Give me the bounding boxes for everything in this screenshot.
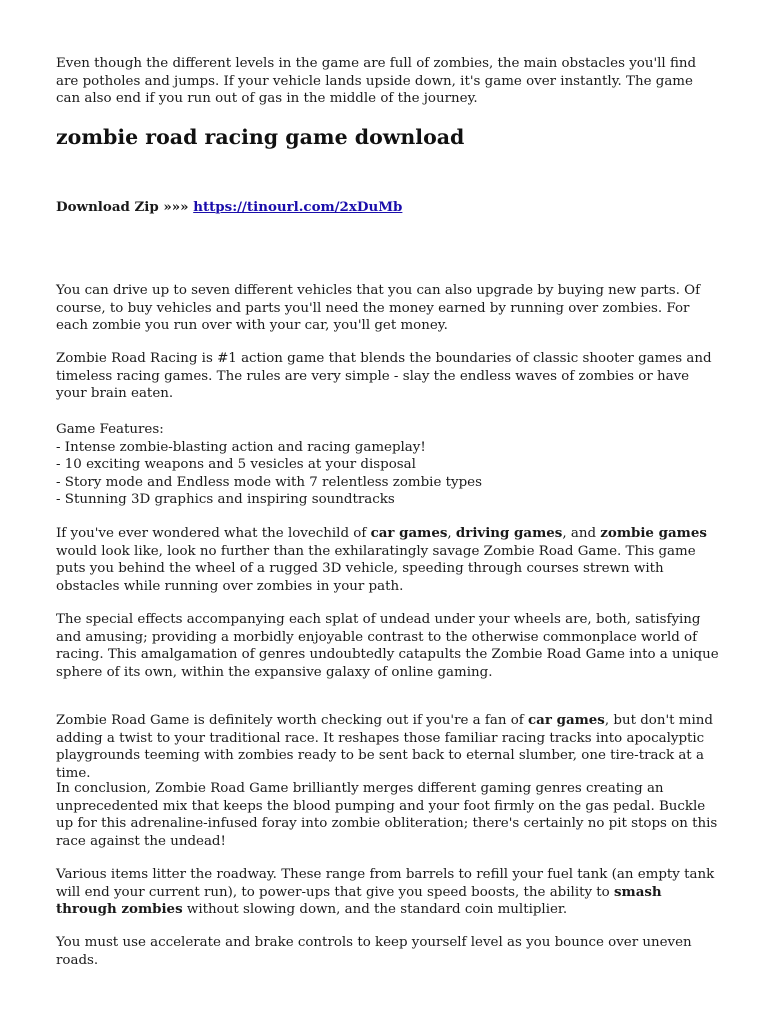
keyword-driving-games: driving games — [455, 525, 563, 541]
download-label: Download Zip »»» — [56, 199, 189, 215]
worth-checking-paragraph — [56, 712, 720, 782]
text-span: , but don't mind adding a twist to your traditional race. It reshapes those familiar racing tracks into apocalyptic playgrounds teeming with zombies ready to be sent back to eternal slumber, one tire-track at a time. — [56, 713, 713, 781]
features-list — [56, 439, 720, 509]
features-heading: Game Features: — [56, 422, 164, 437]
text-span: without slowing down, and the standard coin multiplier. — [182, 902, 568, 918]
text-span: , and — [562, 526, 601, 541]
features-section — [56, 421, 720, 509]
keyword-car-games: car games — [370, 525, 448, 541]
feature-item: - Stunning 3D graphics and inspiring soundtracks — [56, 492, 395, 508]
feature-item: - 10 exciting weapons and 5 vesicles at your disposal — [56, 457, 416, 473]
text-span: Zombie Road Game is definitely worth checking out if you're a fan of — [56, 713, 529, 728]
text-span: If you've ever wondered what the lovechild of — [56, 526, 371, 541]
lovechild-paragraph — [56, 525, 720, 595]
feature-item: - Story mode and Endless mode with 7 relentless zombie types — [56, 474, 482, 490]
description-paragraph: Zombie Road Racing is #1 action game that blends the boundaries of classic shooter games and timeless racing games. The rules are very simple - slay the endless waves of zombies or have your brain eaten. — [56, 351, 712, 402]
text-span: Various items litter the roadway. These range from barrels to refill your fuel tank (an empty tank will end your current run), to power-ups that give you speed boosts, the ability to — [56, 867, 715, 900]
keyword-zombie-games: zombie games — [600, 525, 707, 541]
conclusion-paragraph: In conclusion, Zombie Road Game brilliantly merges different gaming genres creating an unprecedented mix that keeps the blood pumping and your foot firmly on the gas pedal. Buckle up for this adrenaline-infused foray into zombie obliteration; there's certainly no pit stops on this race against the undead! — [56, 781, 718, 849]
page-title: zombie road racing game download — [56, 125, 465, 149]
text-span: , — [447, 526, 456, 541]
intro-paragraph: Even though the different levels in the game are full of zombies, the main obstacles you'll find are potholes and jumps. If your vehicle lands upside down, it's game over instantly. The game can also end if you run out of gas in the middle of the journey. — [56, 56, 697, 107]
download-line — [56, 199, 402, 217]
vehicles-paragraph: You can drive up to seven different vehicles that you can also upgrade by buying new parts. Of course, to buy vehicles and parts you'll need the money earned by running over zombies. For each zombie you run over with your car, you'll get money. — [56, 283, 701, 334]
special-effects-paragraph: The special effects accompanying each splat of undead under your wheels are, both, satisfying and amusing; providing a morbidly enjoyable contrast to the otherwise commonplace world of racing. This amalgamation of genres undoubtedly catapults the Zombie Road Game into a unique sphere of its own, within the expansive galaxy of online gaming. — [56, 612, 719, 680]
keyword-smash-through-zombies: smash through zombies — [56, 883, 662, 918]
feature-item: - Intense zombie-blasting action and racing gameplay! — [56, 439, 426, 455]
items-paragraph — [56, 866, 720, 919]
download-link[interactable]: https://tinourl.com/2xDuMb — [193, 199, 403, 215]
controls-paragraph: You must use accelerate and brake controls to keep yourself level as you bounce over uneven roads. — [56, 935, 692, 968]
keyword-car-games: car games — [528, 712, 605, 728]
text-span: would look like, look no further than the exhilaratingly savage Zombie Road Game. This game puts you behind the wheel of a rugged 3D vehicle, speeding through courses strewn with obstacles while running over zombies in your path. — [56, 543, 696, 594]
